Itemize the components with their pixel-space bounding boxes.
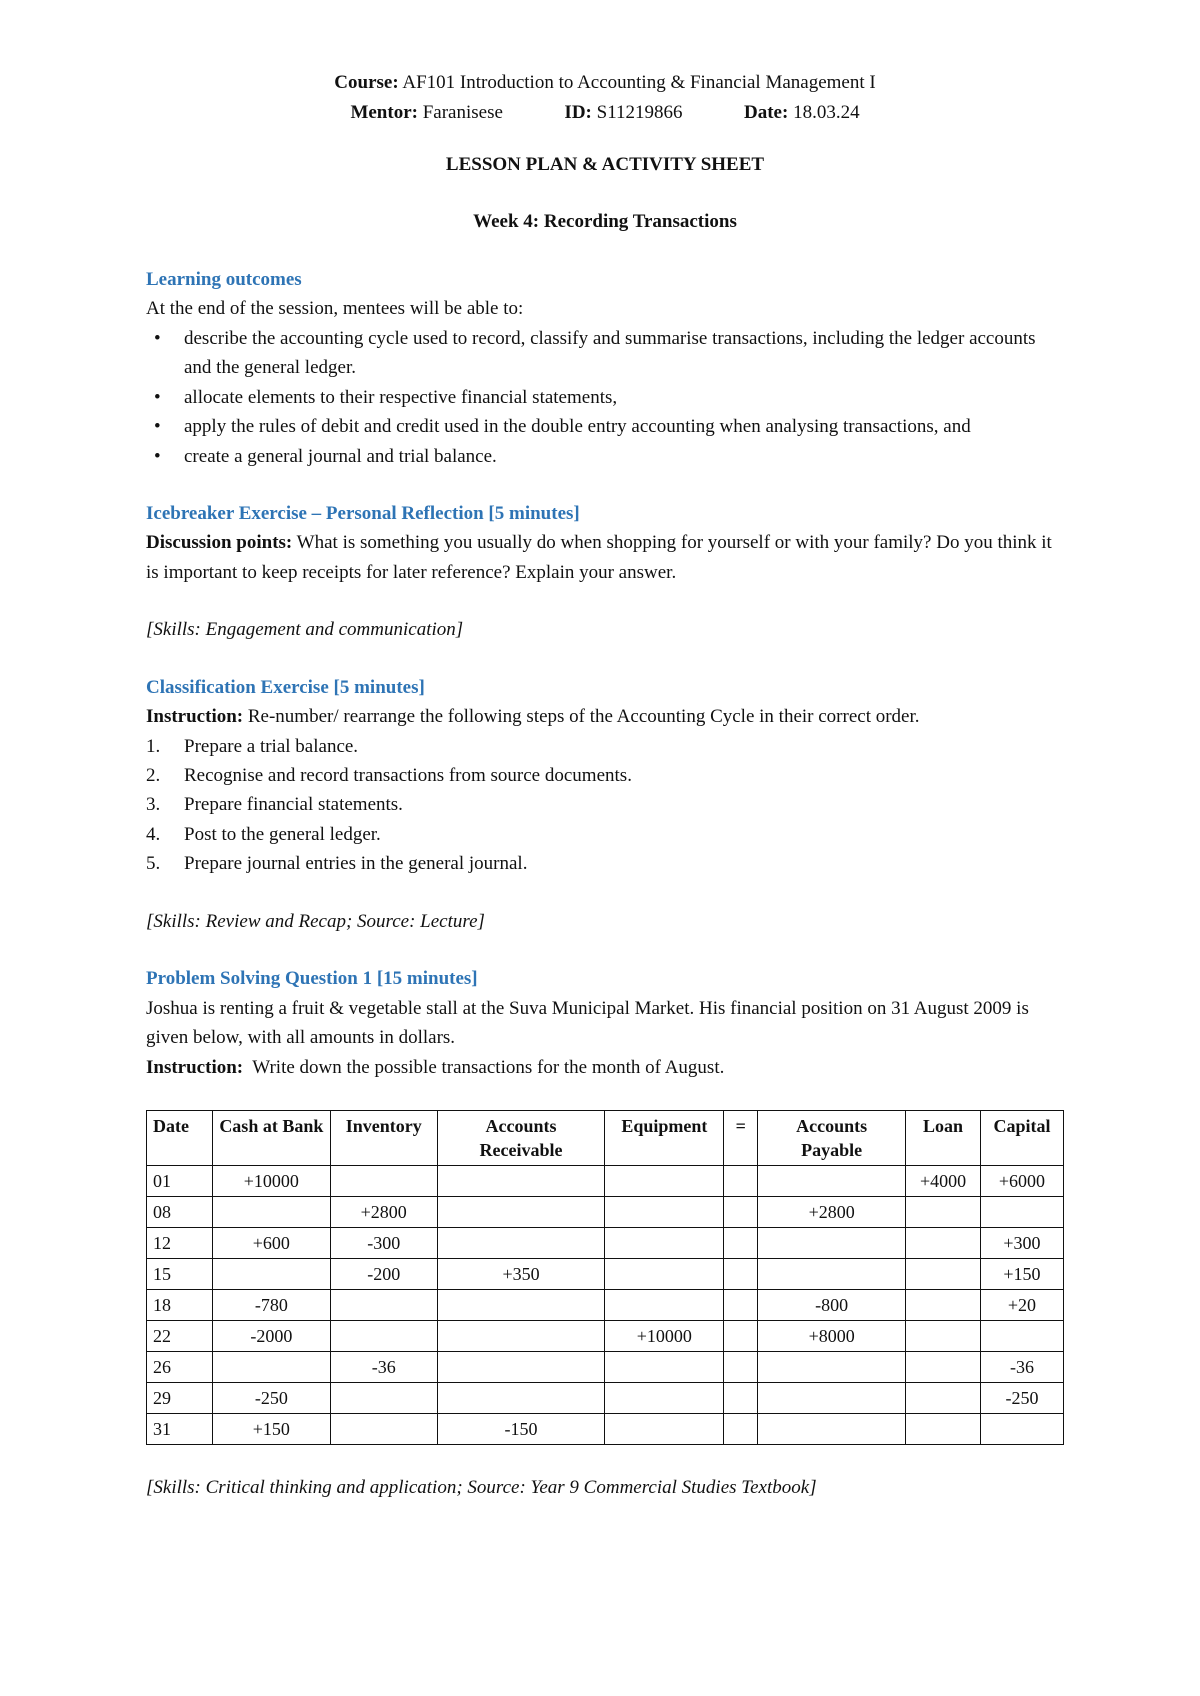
column-header: Accounts Receivable [437, 1110, 605, 1165]
mentor-value: Faranisese [422, 102, 503, 123]
table-cell [906, 1320, 981, 1351]
table-cell: -250 [980, 1382, 1063, 1413]
table-cell [330, 1165, 437, 1196]
table-cell [605, 1196, 724, 1227]
outcome-item: • apply the rules of debit and credit used in the double entry accounting when analysing transactions, and [146, 412, 1064, 441]
classification-skills: [Skills: Review and Recap; Source: Lecture] [146, 910, 485, 932]
table-cell [437, 1165, 605, 1196]
table-cell [758, 1382, 906, 1413]
table-cell [980, 1413, 1063, 1444]
table-body [147, 1165, 1064, 1444]
table-cell [980, 1320, 1063, 1351]
step-item: 3. Prepare financial statements. [146, 794, 403, 816]
problem1-heading: Problem Solving Question 1 [15 minutes] [146, 968, 478, 990]
table-row [147, 1382, 1064, 1413]
table-row [147, 1165, 1064, 1196]
table-cell [437, 1289, 605, 1320]
table-cell: 08 [147, 1196, 213, 1227]
table-cell: -800 [758, 1289, 906, 1320]
table-cell: +150 [212, 1413, 330, 1444]
instruction-text: Re-number/ rearrange the following steps of the Accounting Cycle in their correct order. [247, 706, 920, 728]
table-cell [330, 1320, 437, 1351]
step-item: 1. Prepare a trial balance. [146, 735, 359, 757]
date-value: 18.03.24 [793, 102, 860, 123]
table-cell: 22 [147, 1320, 213, 1351]
outcome-item: • allocate elements to their respective financial statements, [146, 383, 1064, 412]
table-cell [605, 1258, 724, 1289]
learning-intro: At the end of the session, mentees will be able to: [146, 298, 524, 320]
step-item: 4. Post to the general ledger. [146, 823, 381, 845]
table-cell [724, 1289, 758, 1320]
table-cell: 18 [147, 1289, 213, 1320]
icebreaker-discussion [146, 528, 1064, 587]
problem1-text: Joshua is renting a fruit & vegetable stall at the Suva Municipal Market. His financial position on 31 August 2009 is given below, with all amounts in dollars. [146, 997, 1029, 1049]
table-cell [605, 1289, 724, 1320]
table-cell [724, 1227, 758, 1258]
table-cell [437, 1382, 605, 1413]
course-label: Course: [334, 72, 399, 93]
table-row [147, 1258, 1064, 1289]
table-cell [906, 1258, 981, 1289]
table-cell [724, 1351, 758, 1382]
learning-outcomes-heading: Learning outcomes [146, 268, 302, 290]
table-row [147, 1351, 1064, 1382]
table-cell [212, 1196, 330, 1227]
accounting-cycle-steps [146, 732, 1064, 879]
classification-instruction [146, 702, 1064, 731]
table-cell [758, 1227, 906, 1258]
table-cell: 01 [147, 1165, 213, 1196]
date-label: Date: [744, 102, 789, 123]
table-cell: +8000 [758, 1320, 906, 1351]
table-cell [724, 1382, 758, 1413]
table-cell: +10000 [605, 1320, 724, 1351]
problem1-skills: [Skills: Critical thinking and application; Source: Year 9 Commercial Studies Textbook] [146, 1476, 817, 1498]
table-cell: +20 [980, 1289, 1063, 1320]
table-cell [605, 1382, 724, 1413]
document-page [146, 68, 1064, 1502]
table-cell [906, 1227, 981, 1258]
table-cell: +10000 [212, 1165, 330, 1196]
course-line [146, 68, 1064, 98]
problem1-instruction [146, 1053, 1064, 1082]
instruction-label: Instruction: [146, 1056, 244, 1078]
table-cell [330, 1289, 437, 1320]
table-cell: -200 [330, 1258, 437, 1289]
table-cell [906, 1289, 981, 1320]
table-cell [980, 1196, 1063, 1227]
icebreaker-heading: Icebreaker Exercise – Personal Reflection [5 minutes] [146, 502, 580, 524]
table-cell [758, 1351, 906, 1382]
table-cell [724, 1413, 758, 1444]
table-cell [212, 1258, 330, 1289]
table-cell: +300 [980, 1227, 1063, 1258]
table-cell [437, 1227, 605, 1258]
table-cell: -150 [437, 1413, 605, 1444]
column-header: = [724, 1110, 758, 1165]
instruction-text: Write down the possible transactions for the month of August. [252, 1056, 725, 1078]
outcome-item: • describe the accounting cycle used to record, classify and summarise transactions, including the ledger accounts and the general ledger. [146, 324, 1064, 383]
table-cell: 26 [147, 1351, 213, 1382]
column-header: Equipment [605, 1110, 724, 1165]
column-header: Accounts Payable [758, 1110, 906, 1165]
table-cell [758, 1258, 906, 1289]
table-cell [437, 1351, 605, 1382]
table-cell: -36 [330, 1351, 437, 1382]
table-cell: -36 [980, 1351, 1063, 1382]
discussion-label: Discussion points: [146, 532, 293, 554]
id-value: S11219866 [596, 102, 683, 123]
table-cell [330, 1382, 437, 1413]
table-cell [758, 1413, 906, 1444]
column-header: Cash at Bank [212, 1110, 330, 1165]
instruction-label: Instruction: [146, 706, 244, 728]
table-cell [906, 1413, 981, 1444]
table-cell: -250 [212, 1382, 330, 1413]
table-cell [605, 1165, 724, 1196]
id-label: ID: [564, 102, 592, 123]
table-cell [906, 1382, 981, 1413]
discussion-text: What is something you usually do when shopping for yourself or with your family? Do you think it is important to keep receipts for later reference? Explain your answer. [146, 532, 1052, 583]
learning-outcomes-list [146, 324, 1064, 471]
mentor-line [146, 98, 1064, 128]
table-cell: +350 [437, 1258, 605, 1289]
column-header: Inventory [330, 1110, 437, 1165]
table-cell [906, 1196, 981, 1227]
mentor-label: Mentor: [350, 102, 418, 123]
table-row [147, 1413, 1064, 1444]
column-header: Loan [906, 1110, 981, 1165]
table-cell [724, 1320, 758, 1351]
week-title: Week 4: Recording Transactions [473, 211, 737, 233]
table-cell [212, 1351, 330, 1382]
outcome-item: • create a general journal and trial balance. [146, 442, 1064, 471]
table-cell: +4000 [906, 1165, 981, 1196]
table-cell: -300 [330, 1227, 437, 1258]
table-cell: +2800 [330, 1196, 437, 1227]
table-cell [724, 1165, 758, 1196]
table-cell: +6000 [980, 1165, 1063, 1196]
table-cell: 31 [147, 1413, 213, 1444]
table-row [147, 1320, 1064, 1351]
table-cell: -2000 [212, 1320, 330, 1351]
table-cell: 29 [147, 1382, 213, 1413]
table-cell [906, 1351, 981, 1382]
table-cell [605, 1413, 724, 1444]
table-cell: 12 [147, 1227, 213, 1258]
table-row [147, 1289, 1064, 1320]
table-row [147, 1227, 1064, 1258]
table-cell [330, 1413, 437, 1444]
table-cell: 15 [147, 1258, 213, 1289]
table-cell [437, 1196, 605, 1227]
column-header: Date [147, 1110, 213, 1165]
table-cell [758, 1165, 906, 1196]
table-cell [437, 1320, 605, 1351]
document-title: LESSON PLAN & ACTIVITY SHEET [445, 154, 765, 175]
table-cell: +150 [980, 1258, 1063, 1289]
step-item: 2. Recognise and record transactions from source documents. [146, 765, 632, 786]
course-value: AF101 Introduction to Accounting & Financial Management I [402, 72, 876, 93]
table-header-row [147, 1110, 1064, 1165]
table-cell [605, 1351, 724, 1382]
table-cell: -780 [212, 1289, 330, 1320]
accounting-equation-table [146, 1110, 1064, 1445]
column-header: Capital [980, 1110, 1063, 1165]
table-row [147, 1196, 1064, 1227]
classification-heading: Classification Exercise [5 minutes] [146, 676, 425, 698]
table-cell [724, 1196, 758, 1227]
table-cell [605, 1227, 724, 1258]
table-cell: +2800 [758, 1196, 906, 1227]
table-cell: +600 [212, 1227, 330, 1258]
table-cell [724, 1258, 758, 1289]
step-item: 5. Prepare journal entries in the general journal. [146, 853, 528, 875]
icebreaker-skills: [Skills: Engagement and communication] [146, 619, 464, 641]
